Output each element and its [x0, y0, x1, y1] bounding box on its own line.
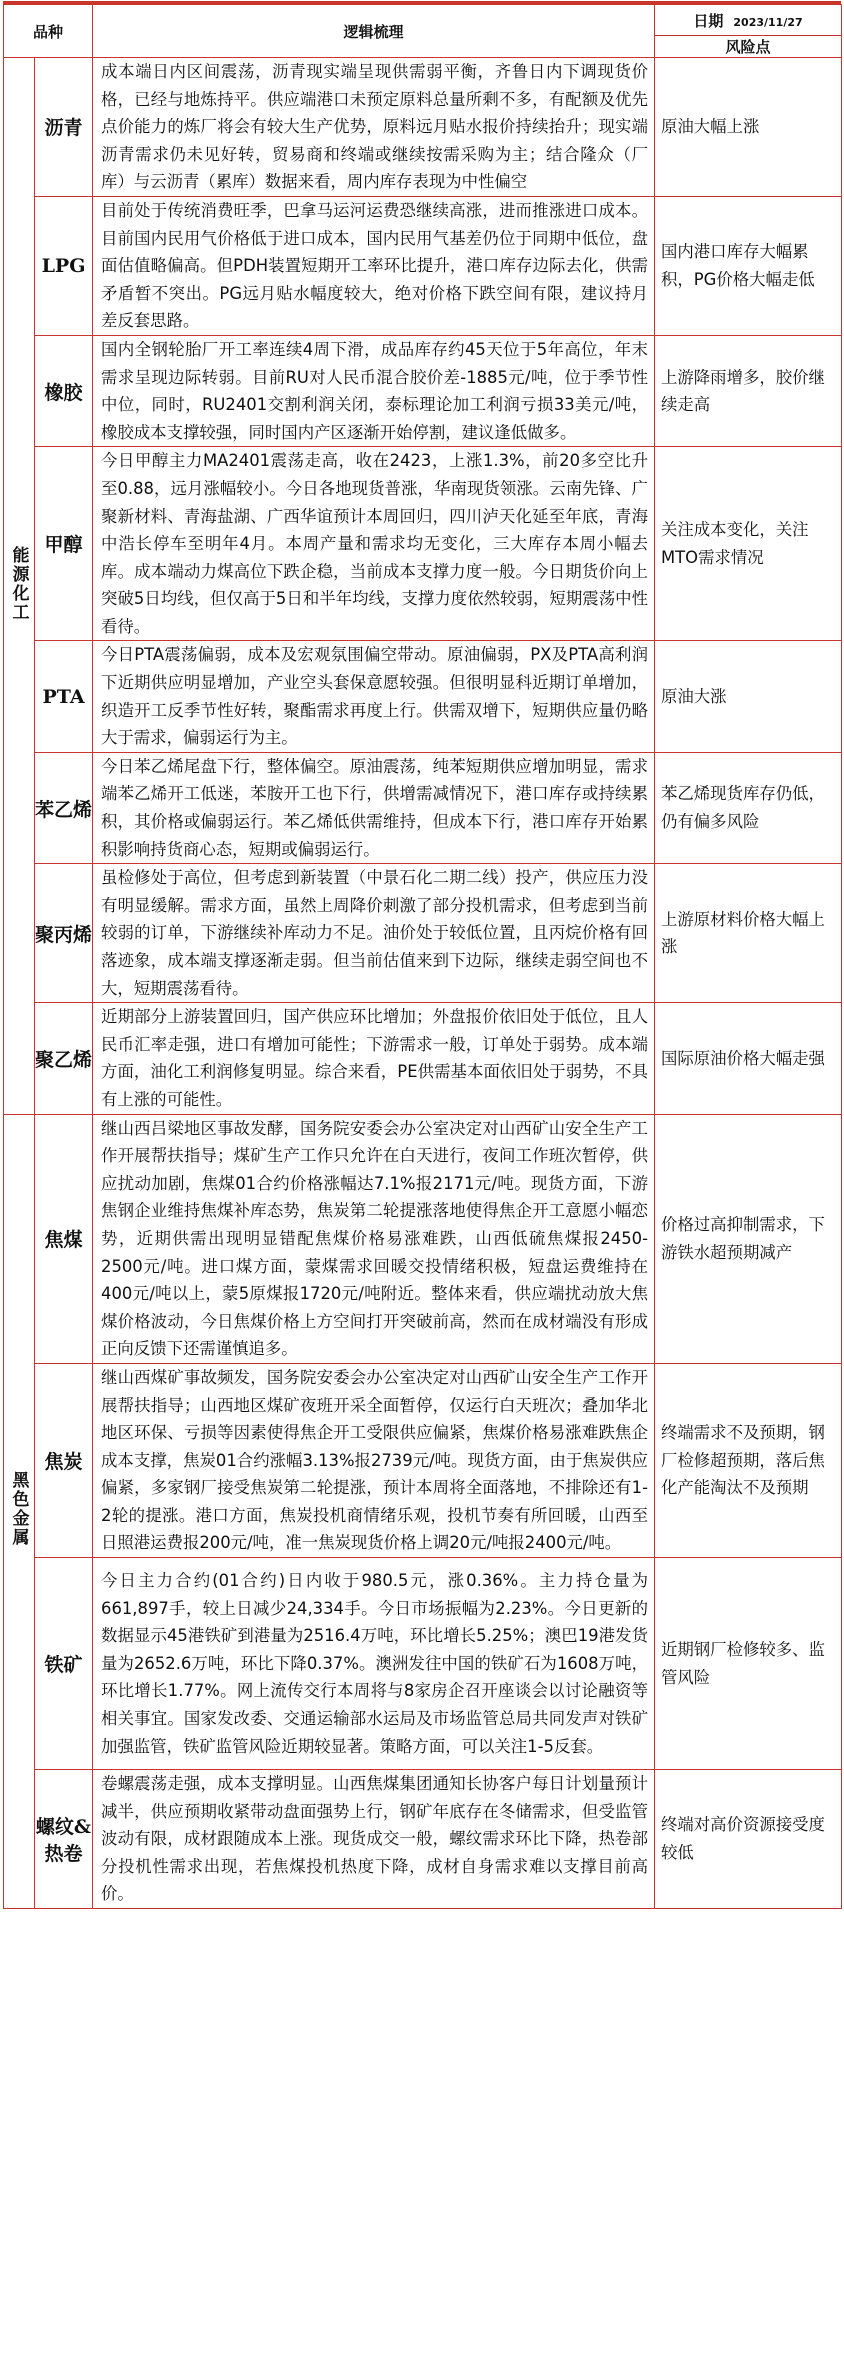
category-label: 能源化工 [8, 545, 29, 622]
logic-text: 今日苯乙烯尾盘下行，整体偏空。原油震荡，纯苯短期供应增加明显，需求端苯乙烯开工低迷，苯胺开工也下行，供增需减情况下，港口库存或持续累积，其价格或偏弱运行。苯乙烯低供需维持，但成本下行，港口库存开始累积影响持货商心态，短期或偏弱运行。 [93, 752, 655, 863]
category-cell [4, 58, 35, 1115]
logic-text: 目前处于传统消费旺季，巴拿马运河运费恐继续高涨，进而推涨进口成本。目前国内民用气价格低于进口成本，国内民用气基差仍位于同期中低位，盘面估值略偏高。但PDH装置短期开工率环比提升，港口库存边际去化，供需矛盾暂不突出。PG远月贴水幅度较大，绝对价格下跌空间有限，建议持月差反套思路。 [93, 196, 655, 335]
header-date-value: 2023/11/27 [733, 15, 803, 29]
variety-name: 沥青 [35, 58, 93, 197]
logic-text: 国内全钢轮胎厂开工率连续4周下滑，成品库存约45天位于5年高位，年末需求呈现边际转弱。目前RU对人民币混合胶价差-1885元/吨，位于季节性中位，同时，RU2401交割利润关闭，泰标理论加工利润亏损33美元/吨，橡胶成本支撑较强，同时国内产区逐渐开始停割，建议逢低做多。 [93, 335, 655, 446]
logic-text: 近期部分上游装置回归，国产供应环比增加；外盘报价依旧处于低位，且人民币汇率走强，进口有增加可能性；下游需求一般，订单处于弱势。成本端方面，油化工利润修复明显。综合来看，PE供需基本面依旧处于弱势，不具有上涨的可能性。 [93, 1003, 655, 1114]
variety-name: 焦炭 [35, 1363, 93, 1557]
variety-name: 聚丙烯 [35, 864, 93, 1003]
table-row [4, 752, 842, 863]
strategy-table [3, 4, 842, 1909]
table-row [4, 447, 842, 641]
logic-text: 今日PTA震荡偏弱，成本及宏观氛围偏空带动。原油偏弱，PX及PTA高利润下近期供应明显增加，产业空头套保意愿较强。但很明显科近期订单增加，织造开工反季节性好转，聚酯需求再度上行。供需双增下，短期供应量仍略大于需求，偏弱运行为主。 [93, 641, 655, 752]
risk-text: 国内港口库存大幅累积，PG价格大幅走低 [655, 196, 842, 335]
table-row [4, 1114, 842, 1363]
variety-name: 苯乙烯 [35, 752, 93, 863]
header-logic: 逻辑梳理 [93, 5, 655, 58]
variety-name: 铁矿 [35, 1558, 93, 1770]
risk-text: 终端需求不及预期，钢厂检修超预期，落后焦化产能淘汰不及预期 [655, 1363, 842, 1557]
risk-text: 国际原油价格大幅走强 [655, 1003, 842, 1114]
header-variety: 品种 [4, 5, 93, 58]
variety-name: PTA [35, 641, 93, 752]
header-risk: 风险点 [655, 36, 842, 58]
risk-text: 上游原材料价格大幅上涨 [655, 864, 842, 1003]
variety-name: 焦煤 [35, 1114, 93, 1363]
risk-text: 价格过高抑制需求，下游铁水超预期减产 [655, 1114, 842, 1363]
risk-text: 终端对高价资源接受度较低 [655, 1770, 842, 1909]
risk-text: 上游降雨增多，胶价继续走高 [655, 335, 842, 446]
table-row [4, 335, 842, 446]
table-row [4, 641, 842, 752]
risk-text: 关注成本变化，关注MTO需求情况 [655, 447, 842, 641]
table-row [4, 1003, 842, 1114]
logic-text: 继山西吕梁地区事故发酵，国务院安委会办公室决定对山西矿山安全生产工作开展帮扶指导；煤矿生产工作只允许在白天进行，夜间工作班次暂停，供应扰动加剧，焦煤01合约价格涨幅达7.1%报2171元/吨。现货方面，下游焦钢企业维持焦煤补库态势，焦炭第二轮提涨落地使得焦企开工意愿小幅恋势，近期供需出现明显错配焦煤价格易涨难跌，山西低硫焦煤报2450-2500元/吨。进口煤方面，蒙煤需求回暖交投情绪积极，短盘运费维持在400元/吨以上，蒙5原煤报1720元/吨附近。整体来看，供应端扰动放大焦煤价格波动，今日焦煤价格上方空间打开突破前高，然而在成材端没有形成正向反馈下还需谨慎追多。 [93, 1114, 655, 1363]
logic-text: 虽检修处于高位，但考虑到新装置（中景石化二期二线）投产，供应压力没有明显缓解。需求方面，虽然上周降价刺激了部分投机需求，但考虑到当前较弱的订单，下游继续补库动力不足。油价处于较低位置，且丙烷价格有回落迹象，成本端支撑逐渐走弱。但当前估值来到下边际，继续走弱空间也不大，短期震荡看待。 [93, 864, 655, 1003]
variety-name: 橡胶 [35, 335, 93, 446]
variety-name: 螺纹&热卷 [35, 1770, 93, 1909]
table-row [4, 864, 842, 1003]
table-row [4, 1770, 842, 1909]
table-row [4, 1558, 842, 1770]
header-date-label: 日期 [693, 11, 724, 30]
category-label: 黑色金属 [8, 1471, 29, 1548]
strategy-table-sheet [3, 1, 841, 2373]
logic-text: 今日甲醇主力MA2401震荡走高，收在2423，上涨1.3%，前20多空比升至0.88，远月涨幅较小。今日各地现货普涨，华南现货领涨。云南先锋、广聚新材料、青海盐湖、广西华谊预计本周回归，四川泸天化延至年底，青海中浩长停车至明年4月。本周产量和需求均无变化，三大库存本周小幅去库。成本端动力煤高位下跌企稳，当前成本支撑力度一般。今日期货价向上突破5日均线，但仅高于5日和半年均线，支撑力度依然较弱，短期震荡中性看待。 [93, 447, 655, 641]
table-row [4, 58, 842, 197]
logic-text: 成本端日内区间震荡，沥青现实端呈现供需弱平衡，齐鲁日内下调现货价格，已经与地炼持平。供应端港口未预定原料总量所剩不多，有配额及优先点价能力的炼厂将会有较大生产优势，原料远月贴水报价持续抬升；现实端沥青需求仍未见好转，贸易商和终端或继续按需采购为主；结合隆众（厂库）与云沥青（累库）数据来看，周内库存表现为中性偏空 [93, 58, 655, 197]
risk-text: 近期钢厂检修较多、监管风险 [655, 1558, 842, 1770]
risk-text: 原油大幅上涨 [655, 58, 842, 197]
table-row [4, 196, 842, 335]
variety-name: 聚乙烯 [35, 1003, 93, 1114]
logic-text: 卷螺震荡走强，成本支撑明显。山西焦煤集团通知长协客户每日计划量预计减半，供应预期收紧带动盘面强势上行，钢矿年底存在冬储需求，但受监管波动有限，成材跟随成本上涨。现货成交一般，螺纹需求环比下降，热卷部分投机性需求出现，若焦煤投机热度下降，成材自身需求难以支撑目前高价。 [93, 1770, 655, 1909]
risk-text: 原油大涨 [655, 641, 842, 752]
table-row [4, 1363, 842, 1557]
variety-name: 甲醇 [35, 447, 93, 641]
category-cell [4, 1114, 35, 1908]
header-row-1 [4, 5, 842, 36]
variety-name: LPG [35, 196, 93, 335]
logic-text: 今日主力合约(01合约)日内收于980.5元，涨0.36%。主力持仓量为661,897手，较上日减少24,334手。今日市场振幅为2.23%。今日更新的数据显示45港铁矿到港量为2516.4万吨，环比增长5.25%；澳巴19港发货量为2652.6万吨，环比下降0.37%。澳洲发往中国的铁矿石为1608万吨，环比增长1.77%。网上流传交行本周将与8家房企召开座谈会以讨论融资等相关事宜。国家发改委、交通运输部水运局及市场监管总局共同发声对铁矿加强监管，铁矿监管风险近期较显著。策略方面，可以关注1-5反套。 [93, 1558, 655, 1770]
header-date [655, 5, 842, 36]
logic-text: 继山西煤矿事故频发，国务院安委会办公室决定对山西矿山安全生产工作开展帮扶指导；山西地区煤矿夜班开采全面暂停，仅运行白天班次；叠加华北地区环保、亏损等因素使得焦企开工受限供应偏紧，焦煤价格易涨难跌焦企成本支撑，焦炭01合约涨幅3.13%报2739元/吨。现货方面，由于焦炭供应偏紧，多家钢厂接受焦炭第二轮提涨，预计本周将全面落地，不排除还有1-2轮的提涨。港口方面，焦炭投机商情绪乐观，投机节奏有所回暖，山西至日照港运费报200元/吨，准一焦炭现货价格上调20元/吨报2400元/吨。 [93, 1363, 655, 1557]
risk-text: 苯乙烯现货库存仍低，仍有偏多风险 [655, 752, 842, 863]
